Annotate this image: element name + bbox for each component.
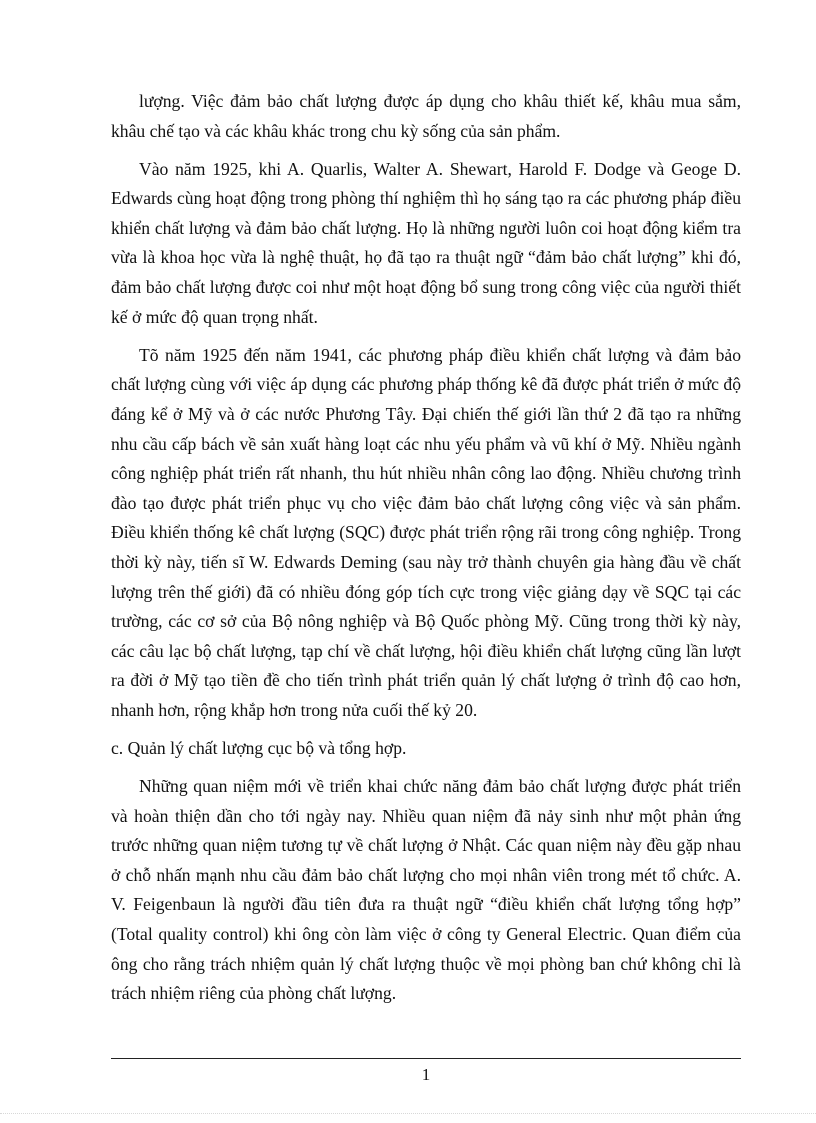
- footer-divider: [111, 1058, 741, 1059]
- paragraph-total-quality-control: Những quan niệm mới về triển khai chức năng đảm bảo chất lượng được phát triển và hoàn thiện dần cho tới ngày nay. Nhiều quan niệm đã nảy sinh như một phản ứng trước những quan niệm tương tự về chất lượng ở Nhật. Các quan niệm này đều gặp nhau ở chỗ nhấn mạnh nhu cầu đảm bảo chất lượng cho mọi nhân viên trong mét tổ chức. A. V. Feigenbaun là người đầu tiên đưa ra thuật ngữ “điều khiển chất lượng tổng hợp” (Total quality control) khi ông còn làm việc ở công ty General Electric. Quan điểm của ông cho rằng trách nhiệm quản lý chất lượng thuộc về mọi phòng ban chứ không chỉ là trách nhiệm riêng của phòng chất lượng.: [111, 776, 741, 1004]
- page-number: 1: [421, 1065, 431, 1084]
- paragraph-1925-1941-development: Tõ năm 1925 đến năm 1941, các phương pháp điều khiển chất lượng và đảm bảo chất lượng cùng với việc áp dụng các phương pháp thống kê đã được phát triển ở mức độ đáng kể ở Mỹ và ở các nước Phương Tây. Đại chiến thế giới lần thứ 2 đã tạo ra những nhu cầu cấp bách về sản xuất hàng loạt các nhu yếu phẩm và vũ khí ở Mỹ. Nhiều ngành công nghiệp phát triển rất nhanh, thu hút nhiều nhân công lao động. Nhiều chương trình đào tạo được phát triển phục vụ cho việc đảm bảo chất lượng công việc và sản phẩm. Điều khiển thống kê chất lượng (SQC) được phát triển rộng rãi trong công nghiệp. Trong thời kỳ này, tiến sĩ W. Edwards Deming (sau này trở thành chuyên gia hàng đầu về chất lượng trên thế giới) đã có nhiều đóng góp tích cực trong việc giảng dạy về SQC tại các trường, các cơ sở của Bộ nông nghiệp và Bộ Quốc phòng Mỹ. Cũng trong thời kỳ này, các câu lạc bộ chất lượng, tạp chí về chất lượng, hội điều khiển chất lượng cũng lần lượt ra đời ở Mỹ tạo tiền đề cho tiến trình phát triển quản lý chất lượng ở trình độ cao hơn, nhanh hơn, rộng khắp hơn trong nửa cuối thế kỷ 20.: [111, 344, 741, 720]
- page-bottom-edge: [0, 1113, 816, 1114]
- paragraph-quality-assurance-scope: lượng. Việc đảm bảo chất lượng được áp dụng cho khâu thiết kế, khâu mua sắm, khâu chế tạo và các khâu khác trong chu kỳ sống của sản phẩm.: [111, 91, 741, 141]
- paragraph-1925-origins: Vào năm 1925, khi A. Quarlis, Walter A. Shewart, Harold F. Dodge và Geoge D. Edwards cùng hoạt động trong phòng thí nghiệm thì họ sáng tạo ra các phương pháp điều khiển chất lượng và đảm bảo chất lượng. Họ là những người luôn coi hoạt động kiểm tra vừa là khoa học vừa là nghệ thuật, họ đã tạo ra thuật ngữ “đảm bảo chất lượng” khi đó, đảm bảo chất lượng được coi như một hoạt động bổ sung trong công việc của người thiết kế ở mức độ quan trọng nhất.: [111, 158, 741, 327]
- section-heading-c: c. Quản lý chất lượng cục bộ và tổng hợp.: [111, 737, 407, 758]
- body-text: [111, 87, 741, 1009]
